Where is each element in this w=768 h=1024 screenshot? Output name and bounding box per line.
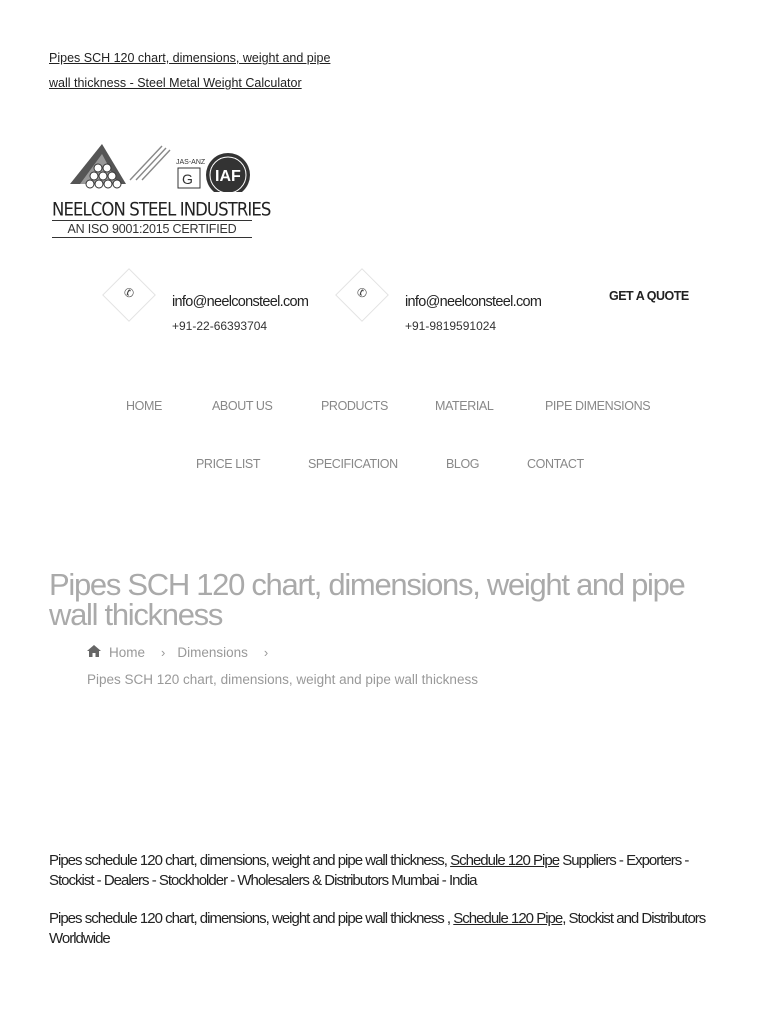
paragraph-2-text-tail: , Stockist and Distributors Worldwide	[49, 910, 706, 947]
nav-item-material[interactable]: MATERIAL	[435, 399, 494, 413]
breadcrumb-current: Pipes SCH 120 chart, dimensions, weight and pipe wall thickness	[87, 672, 478, 687]
contact-email-2[interactable]: info@neelconsteel.com	[405, 294, 542, 310]
intro-paragraph-1	[49, 851, 729, 891]
nav-item-price-list[interactable]: PRICE LIST	[196, 457, 261, 471]
phone-icon: ✆	[356, 286, 368, 300]
contact-phone-1[interactable]: +91-22-66393704	[172, 319, 268, 333]
nav-item-products[interactable]: PRODUCTS	[321, 399, 388, 413]
page-title: Pipes SCH 120 chart, dimensions, weight and pipe wall thickness	[49, 567, 685, 632]
breadcrumb	[87, 645, 280, 660]
company-logo[interactable]	[52, 140, 271, 240]
intro-paragraph-2	[49, 909, 729, 949]
phone-icon: ✆	[123, 286, 135, 300]
chevron-right-icon: ›	[161, 645, 166, 660]
svg-text:JAS-ANZ: JAS-ANZ	[176, 159, 206, 166]
iaf-badge-text: IAF	[215, 168, 241, 185]
schedule-120-pipe-link-2[interactable]: Schedule 120 Pipe	[453, 910, 563, 927]
breadcrumb-dimensions[interactable]: Dimensions	[177, 645, 248, 660]
get-a-quote-button[interactable]: GET A QUOTE	[609, 289, 689, 303]
logo-graphic	[52, 140, 256, 192]
home-icon	[87, 645, 101, 660]
nav-item-about-us[interactable]: ABOUT US	[212, 399, 273, 413]
nav-item-blog[interactable]: BLOG	[446, 457, 480, 471]
logo-iso-certification: AN ISO 9001:2015 CERTIFIED	[52, 220, 252, 238]
contact-email-1[interactable]: info@neelconsteel.com	[172, 294, 309, 310]
svg-text:G: G	[182, 171, 193, 187]
breadcrumb-home[interactable]: Home	[109, 645, 146, 660]
chevron-right-icon: ›	[263, 645, 269, 660]
paragraph-1-text-tail: Suppliers - Exporters - Stockist - Dealers - Stockholder - Wholesalers & Distributors Mumbai - India	[49, 852, 689, 889]
nav-item-contact[interactable]: CONTACT	[527, 457, 584, 471]
page-source-link[interactable]	[49, 46, 369, 96]
nav-item-specification[interactable]: SPECIFICATION	[308, 457, 398, 471]
contact-phone-2[interactable]: +91-9819591024	[405, 319, 497, 333]
schedule-120-pipe-link[interactable]: Schedule 120 Pipe	[450, 852, 560, 869]
source-link-line-1[interactable]: Pipes SCH 120 chart, dimensions, weight and pipe	[49, 51, 331, 65]
nav-item-pipe-dimensions[interactable]: PIPE DIMENSIONS	[545, 399, 651, 413]
nav-item-home[interactable]: HOME	[126, 399, 162, 413]
logo-company-name: NEELCON STEEL INDUSTRIES	[52, 198, 271, 220]
source-link-line-2[interactable]: wall thickness - Steel Metal Weight Calculator	[49, 76, 302, 90]
paragraph-2-text: Pipes schedule 120 chart, dimensions, weight and pipe wall thickness ,	[49, 910, 454, 927]
paragraph-1-text: Pipes schedule 120 chart, dimensions, weight and pipe wall thickness,	[49, 852, 451, 869]
